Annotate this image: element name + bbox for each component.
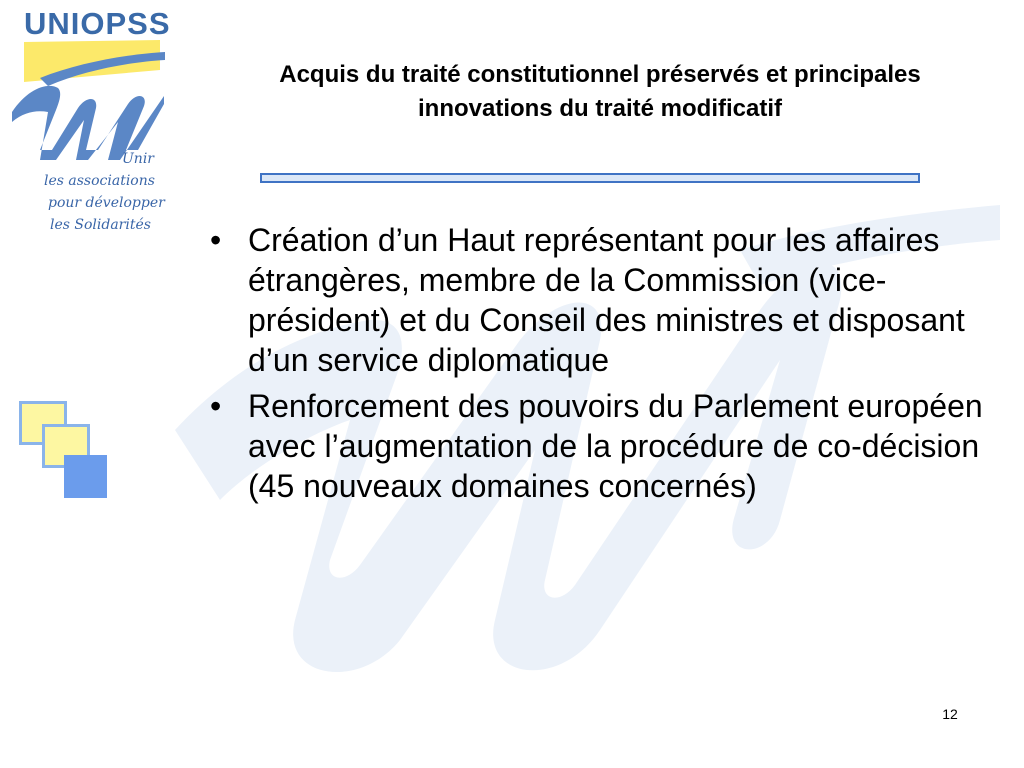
bullet-list — [208, 220, 998, 512]
bullet-item — [208, 220, 998, 380]
title-divider — [260, 173, 920, 183]
bullet-item — [208, 386, 998, 506]
tagline-line: Unir — [122, 151, 154, 167]
bullet-text: Création d’un Haut représentant pour les affaires étrangères, membre de la Commission (vice-président) et du Conseil des ministres et disposant d’un service diplomatique — [248, 222, 965, 378]
logo-name: UNIOPSS — [24, 6, 171, 41]
uniopss-logo — [0, 0, 190, 250]
page-number: 12 — [942, 706, 958, 722]
tagline-line: les Solidarités — [50, 217, 151, 233]
bullet-marker: • — [210, 388, 222, 424]
slide-title: Acquis du traité constitutionnel préservés et principales innovations du traité modificatif — [279, 61, 921, 122]
bullet-text: Renforcement des pouvoirs du Parlement européen avec l’augmentation de la procédure de co-décision (45 nouveaux domaines concernés) — [248, 388, 983, 504]
logo-tagline — [44, 148, 184, 236]
decorative-squares — [16, 398, 116, 508]
blue-square — [64, 455, 107, 498]
bullet-marker: • — [210, 222, 222, 258]
tagline-line: pour développer — [48, 195, 165, 211]
tagline-line: les associations — [44, 173, 155, 189]
